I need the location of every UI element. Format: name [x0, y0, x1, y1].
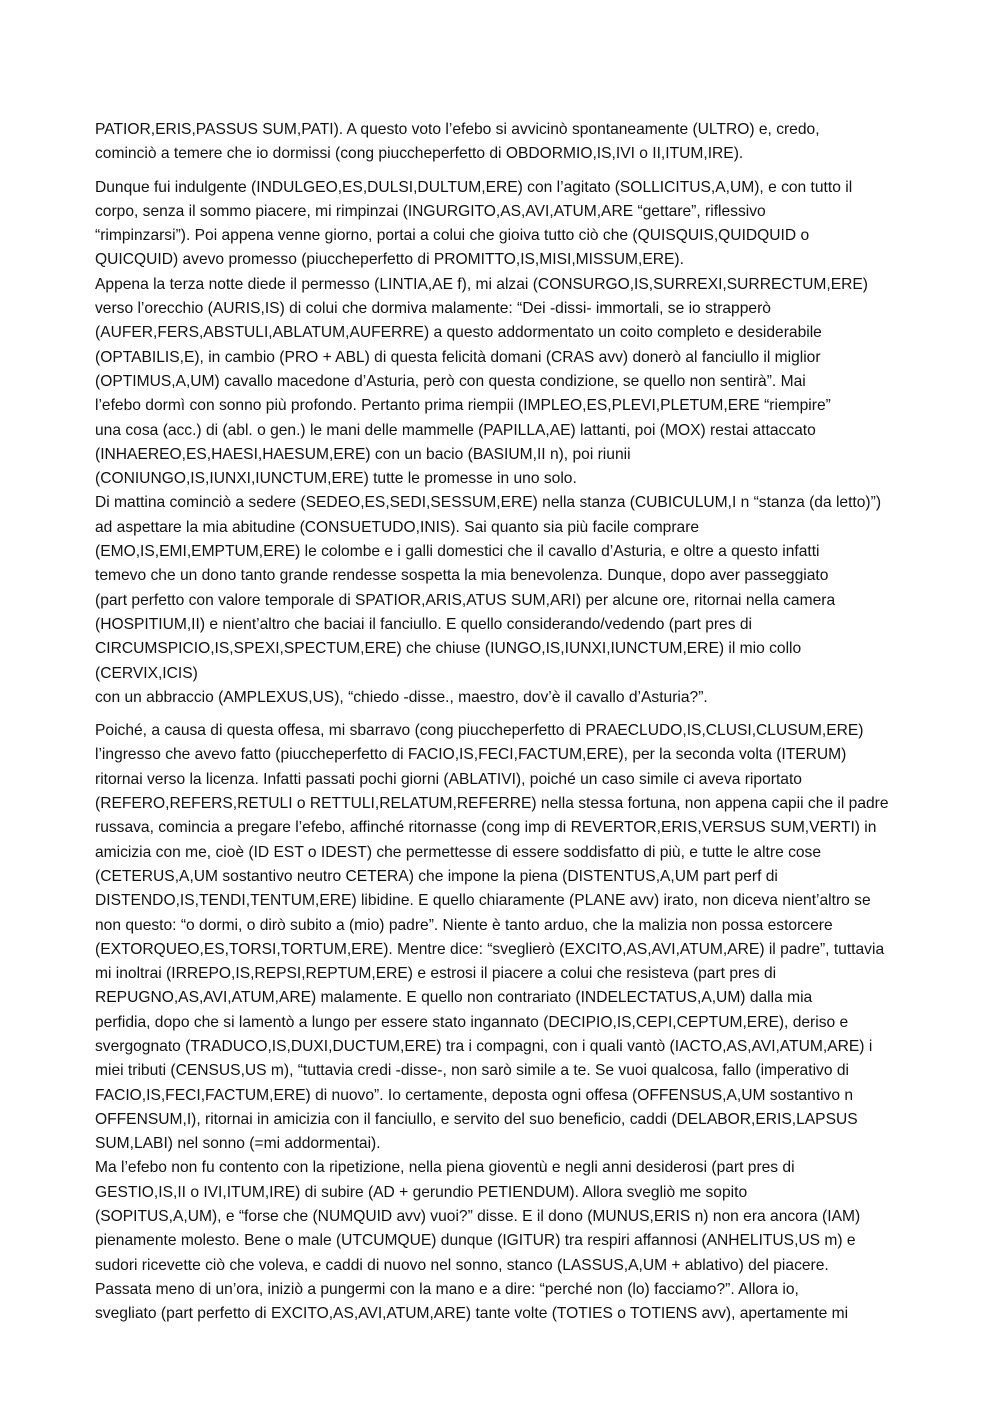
paragraph-4: Di mattina cominciò a sedere (SEDEO,ES,SEDI,SESSUM,ERE) nella stanza (CUBICULUM,I n “stanza (da letto)”) ad aspettare la mia abitudine (CONSUETUDO,INIS). Sai quanto sia più facile comprare (EMO,IS,EMI,EMPTUM,ERE) le colombe e i galli domestici che il cavallo d’Asturia, e oltre a questo infatti temevo che un dono tanto grande rendesse sospetta la mia benevolenza. Dunque, dopo aver passeggiato (part perfetto con valore temporale di SPATIOR,ARIS,ATUS SUM,ARI) per alcune ore, ritornai nella camera (HOSPITIUM,II) e nient’altro che baciai il fanciullo. E quello considerando/vedendo (part pres di CIRCUMSPICIO,IS,SPEXI,SPECTUM,ERE) che chiuse (IUNGO,IS,IUNXI,IUNCTUM,ERE) il mio collo (CERVIX,ICIS) con un abbraccio (AMPLEXUS,US), “chiedo -disse., maestro, dov’è il cavallo d’Asturia?”. [95, 494, 882, 706]
paragraph-3: Appena la terza notte diede il permesso (LINTIA,AE f), mi alzai (CONSURGO,IS,SURREXI,SURRECTUM,ERE) verso l’orecchio (AURIS,IS) di colui che dormiva malamente: “Dei -dissi- immortali, se io strapperò (AUFER,FERS,ABSTULI,ABLATUM,AUFERRE) a questo addormentato un coito completo e desiderabile (OPTABILIS,E), in cambio (PRO + ABL) di questa felicità domani (CRAS avv) donerò al fanciullo il miglior (OPTIMUS,A,UM) cavallo macedone d’Asturia, però con questa condizione, se quello non sentirà”. Mai l’efebo dormì con sonno più profondo. Pertanto prima riempii (IMPLEO,ES,PLEVI,PLETUM,ERE “riempire” una cosa (acc.) di (abl. o gen.) le mani delle mammelle (PAPILLA,AE) lattanti, poi (MOX) restai attaccato (INHAEREO,ES,HAESI,HAESUM,ERE) con un bacio (BASIUM,II n), poi riunii (CONIUNGO,IS,IUNXI,IUNCTUM,ERE) tutte le promesse in uno solo. [95, 275, 868, 488]
paragraph-1: PATIOR,ERIS,PASSUS SUM,PATI). A questo voto l’efebo si avvicinò spontaneamente (ULTRO) e, credo, cominciò a temere che io dormissi (cong piuccheperfetto di OBDORMIO,IS,IVI o II,ITUM,IRE). [95, 121, 820, 163]
paragraph-6: Ma l’efebo non fu contento con la ripetizione, nella piena gioventù e negli anni desiderosi (part pres di GESTIO,IS,II o IVI,ITUM,IRE) di subire (AD + gerundio PETIENDUM). Allora svegliò me sopito (SOPITUS,A,UM), e “forse che (NUMQUID avv) vuoi?” disse. E il dono (MUNUS,ERIS n) non era ancora (IAM) pienamente molesto. Bene o male (UTCUMQUE) dunque (IGITUR) tra respiri affannosi (ANHELITUS,US m) e sudori ricevette ciò che voleva, e caddi di nuovo nel sonno, stanco (LASSUS,A,UM + ablativo) del piacere. Passata meno di un’ora, iniziò a pungermi con la mano e a dire: “perché non (lo) facciamo?”. Allora io, svegliato (part perfetto di EXCITO,AS,AVI,ATUM,ARE) tante volte (TOTIES o TOTIENS avv), apertamente mi [95, 1159, 861, 1323]
paragraph-5: Poiché, a causa di questa offesa, mi sbarravo (cong piuccheperfetto di PRAECLUDO,IS,CLUSI,CLUSUM,ERE) l’ingresso che avevo fatto (piuccheperfetto di FACIO,IS,FECI,FACTUM,ERE), per la seconda volta (ITERUM) ritornai verso la licenza. Infatti passati pochi giorni (ABLATIVI), poiché un caso simile ci aveva riportato (REFERO,REFERS,RETULI o RETTULI,RELATUM,REFERRE) nella stessa fortuna, non appena capii che il padre russava, comincia a pregare l’efebo, affinché ritornasse (cong imp di REVERTOR,ERIS,VERSUS SUM,VERTI) in amicizia con me, cioè (ID EST o IDEST) che permettesse di essere soddisfatto di più, e tutte le altre cose (CETERUS,A,UM sostantivo neutro CETERA) che impone la piena (DISTENTUS,A,UM part perf di DISTENDO,IS,TENDI,TENTUM,ERE) libidine. E quello chiaramente (PLANE avv) irato, non diceva nient’altro se non questo: “o dormi, o dirò subito a (mio) padre”. Niente è tanto arduo, che la malizia non possa estorcere (EXTORQUEO,ES,TORSI,TORTUM,ERE). Mentre dice: “sveglierò (EXCITO,AS,AVI,ATUM,ARE) il padre”, tuttavia mi inoltrai (IRREPO,IS,REPSI,REPTUM,ERE) e estrosi il piacere a colui che resisteva (part pres di REPUGNO,AS,AVI,ATUM,ARE) malamente. E quello non contrariato (INDELECTATUS,A,UM) dalla mia perfidia, dopo che si lamentò a lungo per essere stato ingannato (DECIPIO,IS,CEPI,CEPTUM,ERE), deriso e svergognato (TRADUCO,IS,DUXI,DUCTUM,ERE) tra i compagni, con i quali vantò (IACTO,AS,AVI,ATUM,ARE) i miei tributi (CENSUS,US m), “tuttavia credi -disse-, non sarò simile a te. Se vuoi qualcosa, fallo (imperativo di FACIO,IS,FECI,FACTUM,ERE) di nuovo”. Io certamente, deposta ogni offesa (OFFENSUS,A,UM sostantivo n OFFENSUM,I), ritornai in amicizia con il fanciullo, e servito del suo beneficio, caddi (DELABOR,ERIS,LAPSUS SUM,LABI) nel sonno (=mi addormentai). [95, 722, 889, 1153]
document-body [95, 118, 907, 1327]
paragraph-2: Dunque fui indulgente (INDULGEO,ES,DULSI,DULTUM,ERE) con l’agitato (SOLLICITUS,A,UM), e con tutto il corpo, senza il sommo piacere, mi rimpinzai (INGURGITO,AS,AVI,ATUM,ARE “gettare”, riflessivo “rimpinzarsi”). Poi appena venne giorno, portai a colui che gioiva tutto ciò che (QUISQUIS,QUIDQUID o QUICQUID) avevo promesso (piuccheperfetto di PROMITTO,IS,MISI,MISSUM,ERE). [95, 178, 853, 269]
